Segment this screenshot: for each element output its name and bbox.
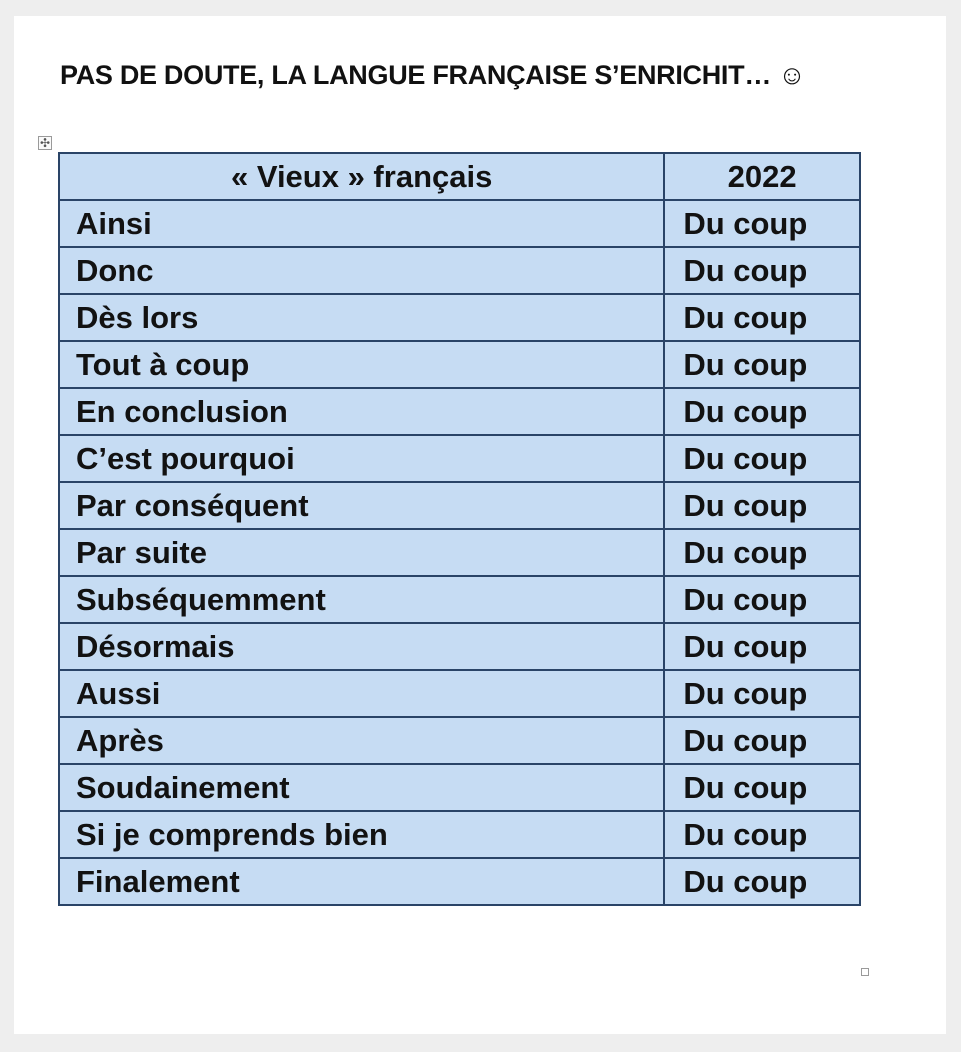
old-word-cell: Soudainement [59, 764, 664, 811]
header-year: 2022 [664, 153, 860, 200]
new-word-cell: Du coup [664, 482, 860, 529]
table-row [59, 341, 860, 388]
new-word-cell: Du coup [664, 294, 860, 341]
new-word-cell: Du coup [664, 858, 860, 905]
word-comparison-table [58, 152, 861, 906]
table-row [59, 294, 860, 341]
old-word-cell: Dès lors [59, 294, 664, 341]
table-row [59, 200, 860, 247]
table-row [59, 435, 860, 482]
table-row [59, 529, 860, 576]
old-word-cell: Après [59, 717, 664, 764]
table-row [59, 717, 860, 764]
new-word-cell: Du coup [664, 388, 860, 435]
table-row [59, 247, 860, 294]
old-word-cell: Par conséquent [59, 482, 664, 529]
table-row [59, 482, 860, 529]
new-word-cell: Du coup [664, 247, 860, 294]
table-row [59, 623, 860, 670]
old-word-cell: Subséquemment [59, 576, 664, 623]
old-word-cell: Aussi [59, 670, 664, 717]
table-header-row [59, 153, 860, 200]
new-word-cell: Du coup [664, 435, 860, 482]
old-word-cell: En conclusion [59, 388, 664, 435]
table-row [59, 576, 860, 623]
new-word-cell: Du coup [664, 764, 860, 811]
old-word-cell: Tout à coup [59, 341, 664, 388]
table-row [59, 858, 860, 905]
table-row [59, 670, 860, 717]
old-word-cell: Finalement [59, 858, 664, 905]
table-move-handle-icon[interactable]: ✣ [39, 136, 51, 150]
new-word-cell: Du coup [664, 717, 860, 764]
new-word-cell: Du coup [664, 811, 860, 858]
new-word-cell: Du coup [664, 670, 860, 717]
new-word-cell: Du coup [664, 576, 860, 623]
table-row [59, 388, 860, 435]
old-word-cell: Désormais [59, 623, 664, 670]
header-old-french: « Vieux » français [59, 153, 664, 200]
old-word-cell: Donc [59, 247, 664, 294]
page-title: PAS DE DOUTE, LA LANGUE FRANÇAISE S’ENRICHIT… ☺ [60, 60, 806, 90]
new-word-cell: Du coup [664, 623, 860, 670]
old-word-cell: Par suite [59, 529, 664, 576]
old-word-cell: Ainsi [59, 200, 664, 247]
table-resize-handle[interactable] [861, 968, 869, 976]
table-row [59, 764, 860, 811]
old-word-cell: C’est pourquoi [59, 435, 664, 482]
old-word-cell: Si je comprends bien [59, 811, 664, 858]
new-word-cell: Du coup [664, 529, 860, 576]
table-row [59, 811, 860, 858]
new-word-cell: Du coup [664, 341, 860, 388]
new-word-cell: Du coup [664, 200, 860, 247]
